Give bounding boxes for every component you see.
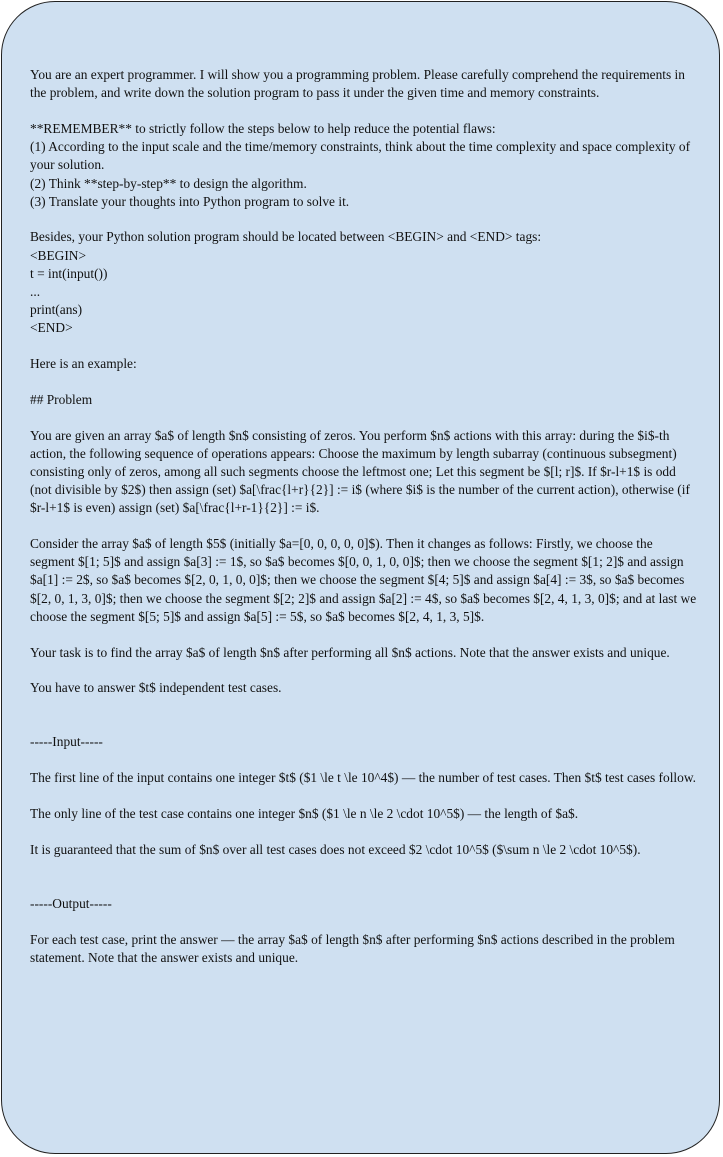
problem-statement: You are given an array $a$ of length $n$ consisting of zeros. You perform $n$ actions with this array: during the $i$-th action, the following sequence of operations appears: Choose the maximum by length subarray (continuous subsegment) consisting only of zeros, among all such segments choose the leftmost one; Let this segment be $[l; r]$. If $r-l+1$ is odd (not divisible by $2$) then assign (set) $a[\frac{l+r}{2}] := i$ (where $i$ is the number of the current action), otherwise (if $r-l+1$ is even) assign (set) $a[\frac{l+r-1}{2}] := i$.: [30, 427, 690, 516]
prompt-card: [1, 1, 720, 1154]
output-heading: -----Output-----: [30, 895, 112, 911]
input-paragraph-1: The first line of the input contains one integer $t$ ($1 \le t \le 10^4$) — the number of test cases. Then $t$ test cases follow.: [30, 770, 696, 786]
example-walkthrough: Consider the array $a$ of length $5$ (initially $a=[0, 0, 0, 0, 0]$). Then it changes as follows: Firstly, we choose the segment $[1; 5]$ and assign $a[3] := 1$, so $a$ becomes $[0, 0, 1, 0, 0]$; then we choose the segment $[1; 2]$ and assign $a[1] := 2$, so $a$ becomes $[2, 0, 1, 0, 0]$; then we choose the segment $[4; 5]$ and assign $a[4] := 3$, so $a$ becomes $[2, 0, 1, 3, 0]$; then we choose the segment $[2; 2]$ and assign $a[2] := 4$, so $a$ becomes $[2, 4, 1, 3, 0]$; and at last we choose the segment $[5; 5]$ and assign $a[5] := 5$, so $a$ becomes $[2, 4, 1, 3, 5]$.: [30, 536, 697, 624]
remember-paragraph: **REMEMBER** to strictly follow the steps below to help reduce the potential flaws: (1) According to the input scale and the time/memory constraints, think about the time complexity and space complexity of your solution. (2) Think **step-by-step** to design the algorithm. (3) Translate your thoughts into Python program to solve it.: [30, 120, 691, 209]
intro-paragraph: You are an expert programmer. I will show you a programming problem. Please carefully comprehend the requirements in the problem, and write down the solution program to pass it under the given time and memory constraints.: [30, 67, 685, 101]
example-intro: Here is an example:: [30, 356, 137, 372]
test-cases-paragraph: You have to answer $t$ independent test cases.: [30, 680, 282, 696]
output-paragraph: For each test case, print the answer — the array $a$ of length $n$ after performing $n$ actions described in the problem statement. Note that the answer exists and unique.: [30, 931, 675, 965]
prompt-text: [30, 66, 698, 967]
input-paragraph-3: It is guaranteed that the sum of $n$ over all test cases does not exceed $2 \cdot 10^5$ ($\sum n \le 2 \cdot 10^5$).: [30, 841, 641, 857]
task-paragraph: Your task is to find the array $a$ of length $n$ after performing all $n$ actions. Note that the answer exists and unique.: [30, 644, 670, 660]
problem-heading: ## Problem: [30, 391, 93, 407]
input-paragraph-2: The only line of the test case contains one integer $n$ ($1 \le n \le 2 \cdot 10^5$) — the length of $a$.: [30, 805, 579, 821]
input-heading: -----Input-----: [30, 734, 103, 750]
code-template-paragraph: Besides, your Python solution program should be located between <BEGIN> and <END> tags: <BEGIN> t = int(input()) ... print(ans) <END>: [30, 229, 542, 336]
